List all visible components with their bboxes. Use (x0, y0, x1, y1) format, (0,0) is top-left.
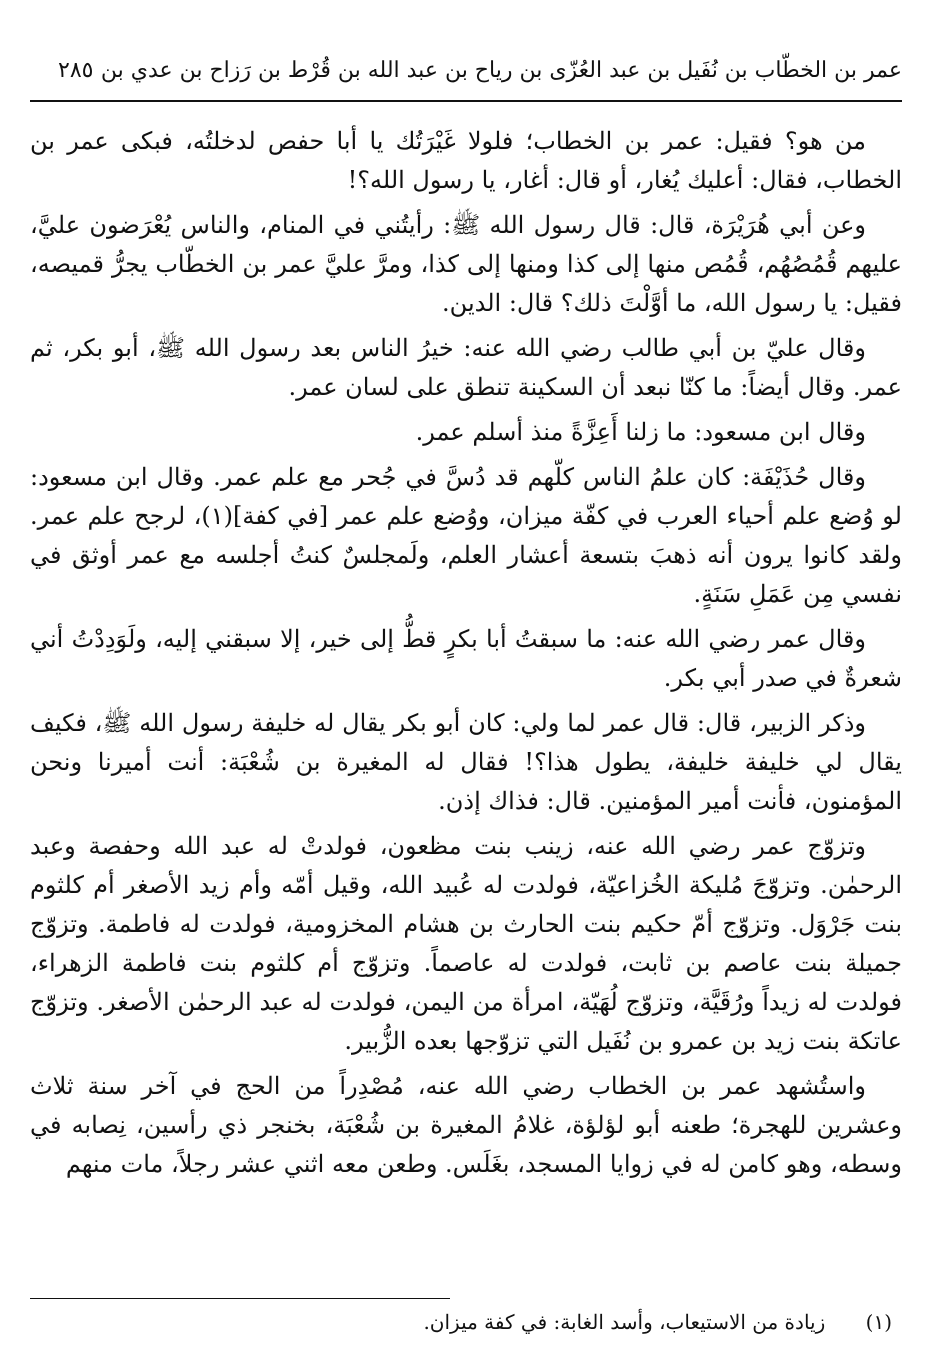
page-number: ٢٨٥ (58, 58, 94, 83)
paragraph: وقال حُذَيْفَة: كان علمُ الناس كلّهم قد دُسَّ في جُحر مع علم عمر. وقال ابن مسعود: لو وُضع علم أحياء العرب في كفّة ميزان، ووُضع علم عمر [في كفة](١)، لرجح علم عمر. ولقد كانوا يرون أنه ذهبَ بتسعة أعشار العلم، ولَمجلسٌ كنتُ أجلسه مع عمر أوثق في نفسي مِن عَمَلِ سَنَةٍ. (30, 463, 902, 608)
footnote-text: زيادة من الاستيعاب، وأسد الغابة: في كفة ميزان. (423, 1310, 826, 1334)
footnote (423, 1310, 892, 1334)
page-body (30, 122, 902, 1184)
footnote-number: (١) (865, 1310, 892, 1334)
paragraph: وعن أبي هُرَيْرَة، قال: قال رسول الله ﷺ: رأيتُني في المنام، والناس يُعْرَضون عليَّ، عليهم قُمُصُهُم، قُمُص منها إلى كذا ومنها إلى كذا، ومرَّ عليَّ عمر بن الخطّاب يجرُّ قميصه، فقيل: يا رسول الله، ما أوَّلْتَ ذلك؟ قال: الدين. (30, 211, 903, 317)
paragraph: وقال عمر رضي الله عنه: ما سبقتُ أبا بكرٍ قطُّ إلى خير، إلا سبقني إليه، ولَوَدِدْتُ أني شعرةٌ في صدر أبي بكر. (30, 625, 902, 692)
footnote-divider (30, 1298, 450, 1299)
paragraph: وذكر الزبير، قال: قال عمر لما ولي: كان أبو بكر يقال له خليفة رسول الله ﷺ، فكيف يقال لي خليفة خليفة، يطول هذا؟! فقال له المغيرة بن شُعْبَة: أنت أميرنا ونحن المؤمنون، فأنت أمير المؤمنين. قال: فذاك إذن. (30, 709, 902, 815)
page-header (30, 48, 902, 102)
paragraph: وقال عليّ بن أبي طالب رضي الله عنه: خيرُ الناس بعد رسول الله ﷺ، أبو بكر، ثم عمر. وقال أيضاً: ما كنّا نبعد أن السكينة تنطق على لسان عمر. (30, 334, 902, 401)
paragraph: وقال ابن مسعود: ما زلنا أَعِزَّةً منذ أسلم عمر. (415, 418, 866, 446)
running-title: عمر بن الخطّاب بن نُفَيل بن عبد العُزّى بن رياح بن عبد الله بن قُرْط بن رَزاح بن عدي بن (100, 58, 902, 83)
book-page (30, 48, 902, 1358)
paragraph: واستُشهد عمر بن الخطاب رضي الله عنه، مُصْدِراً من الحج في آخر سنة ثلاث وعشرين للهجرة؛ طعنه أبو لؤلؤة، غلامُ المغيرة بن شُعْبَة، بخنجر ذي رأسين، نِصابه في وسطه، وهو كامن له في زوايا المسجد، بغَلَس. وطعن معه اثني عشر رجلاً، مات منهم (30, 1072, 902, 1178)
paragraph: وتزوّج عمر رضي الله عنه، زينب بنت مظعون، فولدتْ له عبد الله وحفصة وعبد الرحمٰن. وتزوّجَ مُليكة الخُزاعيّة، فولدت له عُبيد الله، وقيل أمّه وأم زيد الأصغر أم كلثوم بنت جَرْوَل. وتزوّج أمّ حكيم بنت الحارث بن هشام المخزومية، فولدت له فاطمة. وتزوّج جميلة بنت عاصم بن ثابت، فولدت له عاصماً. وتزوّج أم كلثوم بنت فاطمة الزهراء، فولدت له زيداً ورُقَيَّة، وتزوّج لُهَيّة، امرأة من اليمن، فولدت له عبد الرحمٰن الأصغر. وتزوّج عاتكة بنت زيد بن عمرو بن نُفَيل التي تزوّجها بعده الزُّبير. (30, 832, 902, 1055)
paragraph: من هو؟ فقيل: عمر بن الخطاب؛ فلولا غَيْرَتُك يا أبا حفص لدخلتُه، فبكى عمر بن الخطاب، فقال: أعليك يُغار، أو قال: أغار، يا رسول الله؟! (30, 127, 902, 194)
